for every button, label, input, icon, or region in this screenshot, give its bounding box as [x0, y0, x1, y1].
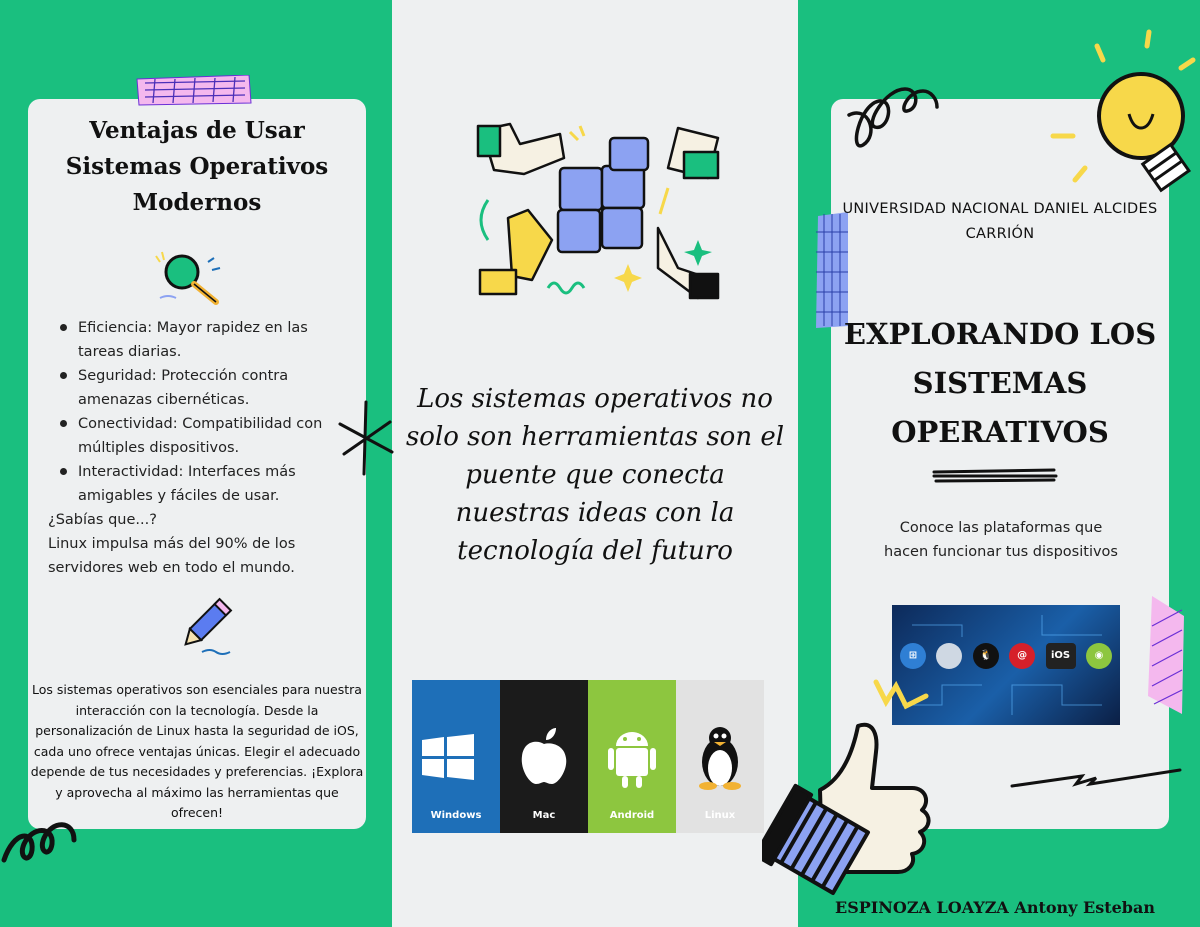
list-item: Conectividad: Compatibilidad con múltiples dispositivos. [48, 412, 348, 460]
tile-label: Android [609, 810, 655, 821]
washi-tape-icon [135, 75, 253, 107]
android-tile [588, 680, 676, 833]
windows-icon: ⊞ [900, 643, 926, 669]
linux-tile [676, 680, 764, 833]
spiral-doodle-icon [0, 800, 80, 870]
tile-label: Windows [430, 810, 482, 821]
list-item: Seguridad: Protección contra amenazas cibernéticas. [48, 364, 348, 412]
ios-icon: iOS [1046, 643, 1076, 669]
zigzag-line-icon [1008, 768, 1188, 790]
apple-icon [936, 643, 962, 669]
list-item: Eficiencia: Mayor rapidez en las tareas diarias. [48, 316, 348, 364]
puzzle-teamwork-illustration [468, 108, 738, 308]
os-tiles [412, 680, 764, 833]
left-panel-title: Ventajas de Usar Sistemas Operativos Modernos [65, 117, 329, 216]
loop-doodle-icon [845, 75, 945, 155]
fact-heading: ¿Sabías que...? [48, 512, 157, 528]
closing-paragraph: Los sistemas operativos son esenciales para nuestra interacción con la tecnología. Desde la personalización de Linux hasta la seguridad de iOS, cada uno ofrece ventajas únicas. Elegir el adecuado depende de tus necesidades y preferencias. ¡Explora y aprovecha al máximo las herramientas que ofrecen! [30, 682, 364, 820]
magnifier-icon [150, 248, 230, 308]
advantages-list [48, 316, 348, 508]
page-title: EXPLORANDO LOS SISTEMAS OPERATIVOS [843, 317, 1157, 449]
star-doodle-icon [336, 398, 396, 478]
windows-tile [412, 680, 500, 833]
university-name: UNIVERSIDAD NACIONAL DANIEL ALCIDES CARRIÓN [842, 201, 1158, 242]
thumbs-up-icon [762, 712, 962, 912]
linux-icon: 🐧 [973, 643, 999, 669]
debian-icon: @ [1009, 643, 1035, 669]
tile-label: Linux [704, 810, 736, 821]
quote-text: Los sistemas operativos no solo son herramientas son el puente que conecta nuestras ideas con la tecnología del futuro [405, 384, 785, 566]
pencil-icon [172, 594, 236, 658]
os-icon-row [900, 643, 1112, 669]
lightbulb-icon [1045, 28, 1200, 206]
scribble-divider-icon [930, 466, 1060, 486]
linux-icon [690, 722, 750, 792]
list-item: Interactividad: Interfaces más amigables y fáciles de usar. [48, 460, 348, 508]
apple-icon [518, 726, 570, 786]
author-name: ESPINOZA LOAYZA Antony Esteban [835, 898, 1155, 917]
mac-tile [500, 680, 588, 833]
fact-text: Linux impulsa más del 90% de los servidores web en todo el mundo. [48, 536, 296, 576]
tagline: Conoce las plataformas que hacen funcionar tus dispositivos [884, 520, 1118, 560]
android-icon: ◉ [1086, 643, 1112, 669]
android-icon [606, 726, 658, 790]
pink-tape-icon [1148, 596, 1188, 716]
windows-icon [418, 734, 476, 780]
tile-label: Mac [532, 810, 556, 821]
